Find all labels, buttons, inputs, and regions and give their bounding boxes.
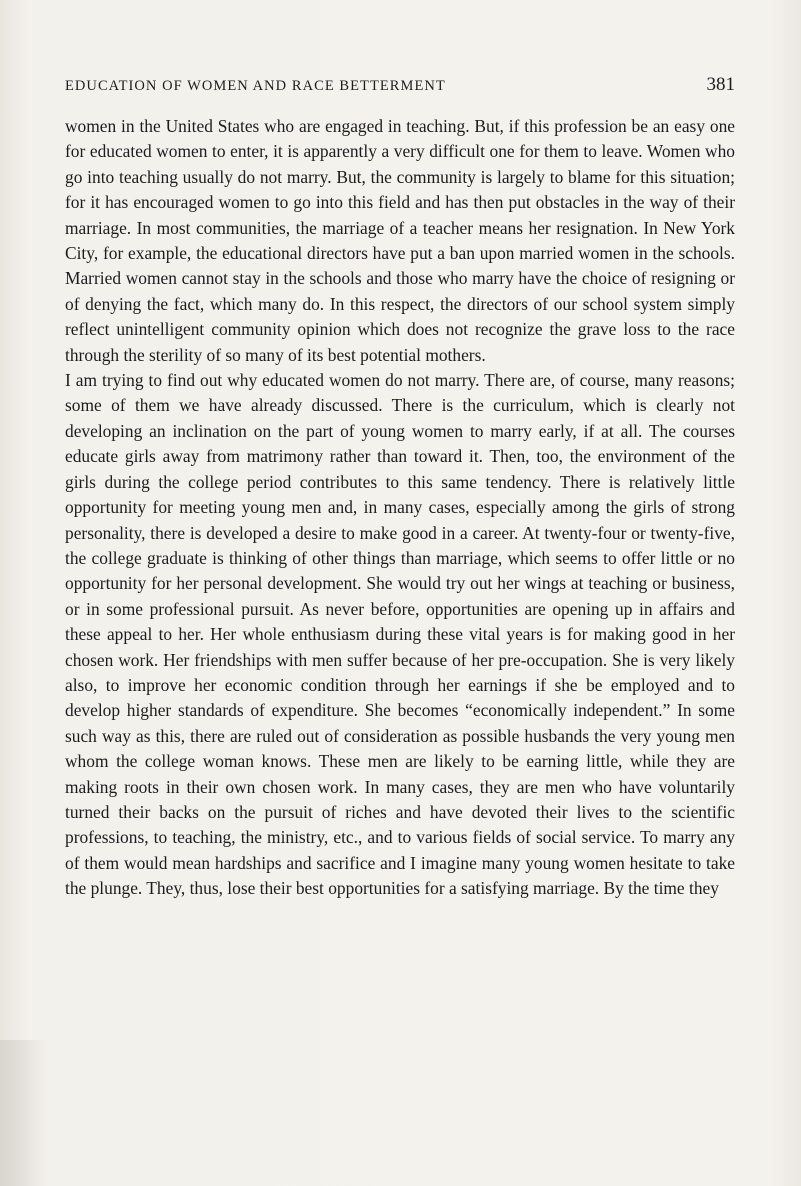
paragraph: I am trying to find out why educated women do not marry. There are, of course, many reasons; some of them we have already discussed. There is the curriculum, which is clearly not developing an inclination on the part of young women to marry early, if at all. The courses educate girls away from matrimony rather than toward it. Then, too, the environment of the girls during the college period contributes to this same tendency. There is relatively little opportunity for meeting young men and, in many cases, especially among the girls of strong personality, there is developed a desire to make good in a career. At twenty-four or twenty-five, the college graduate is thinking of other things than marriage, which seems to offer little or no opportunity for her personal development. She would try out her wings at teaching or business, or in some professional pursuit. As never before, opportunities are opening up in affairs and these appeal to her. Her whole enthusiasm during these vital years is for making good in her chosen work. Her friendships with men suffer because of her pre-occupation. She is very likely also, to improve her economic condition through her earnings if she be employed and to develop higher standards of expenditure. She becomes “economically independent.” In some such way as this, there are ruled out of consideration as possible husbands the very young men whom the college woman knows. These men are likely to be earning little, while they are making roots in their own chosen work. In many cases, they are men who have voluntarily turned their backs on the pursuit of riches and have devoted their lives to the scientific professions, to teaching, the ministry, etc., and to various fields of social service. To marry any of them would mean hardships and sacrifice and I imagine many young women hesitate to take the plunge. They, thus, lose their best opportunities for a satisfying marriage. By the time they: [65, 370, 735, 899]
page-number: 381: [706, 74, 735, 95]
page-header: [65, 70, 735, 98]
running-head: EDUCATION OF WOMEN AND RACE BETTERMENT: [65, 78, 446, 94]
paragraph-continuation: women in the United States who are engaged in teaching. But, if this profession be an easy one for educated women to enter, it is apparently a very difficult one for them to leave. Women who go into teaching usually do not marry. But, the community is largely to blame for this situation; for it has encouraged women to go into this field and has then put obstacles in the way of their marriage. In most communities, the marriage of a teacher means her resignation. In New York City, for example, the educational directors have put a ban upon married women in the schools. Married women cannot stay in the schools and those who marry have the choice of resigning or of denying the fact, which many do. In this respect, the directors of our school system simply reflect unintelligent community opinion which does not recognize the grave loss to the race through the sterility of so many of its best potential mothers.: [65, 116, 735, 365]
page-edge-shadow: [0, 1040, 50, 1186]
body-text: [65, 114, 735, 902]
